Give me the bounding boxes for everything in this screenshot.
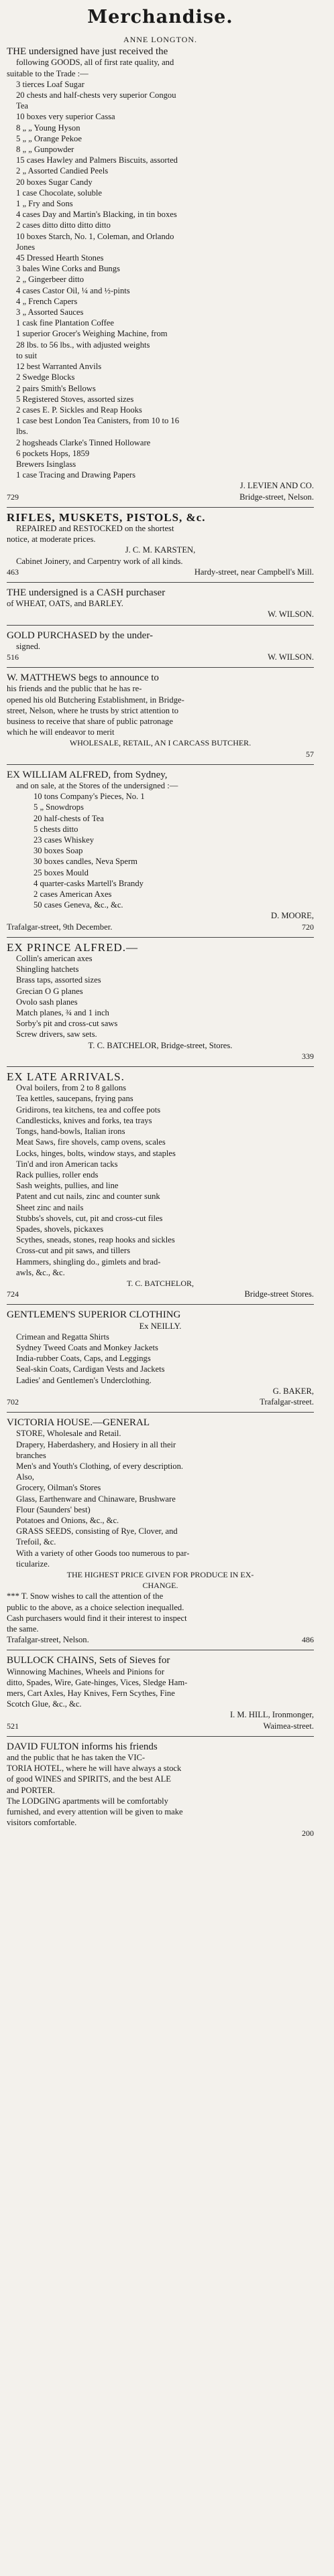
ad-body-line: visitors comfortable.	[7, 1818, 77, 1828]
ad-item: Sorby's pit and cross-cut saws	[16, 1019, 118, 1029]
ad-item: Brass taps, assorted sizes	[16, 975, 101, 985]
ad-item-list	[7, 1082, 314, 1278]
ad-late-arrivals	[7, 1072, 314, 1299]
ad-item: 2 „ Gingerbeer ditto	[16, 275, 85, 285]
ad-item: 1 case Tracing and Drawing Papers	[16, 470, 136, 480]
ad-body-line: mers, Cart Axles, Hay Knives, Fern Scythes, Fine	[7, 1689, 175, 1699]
ad-body-line: Scotch Glue, &c., &c.	[7, 1699, 82, 1709]
ad-body-line: Also,	[16, 1472, 34, 1482]
ad-item: 4 „ French Capers	[16, 296, 78, 306]
ad-item-list	[7, 791, 314, 910]
ad-body-line: Trefoil, &c.	[16, 1537, 56, 1547]
ad-item: Hammers, shingling do., gimlets and brad-	[16, 1257, 161, 1267]
ad-produce: THE HIGHEST PRICE GIVEN FOR PRODUCE IN EX-	[66, 1570, 254, 1580]
ad-body-line: branches	[16, 1450, 46, 1460]
ad-item: Match planes, ¾ and 1 inch	[16, 1008, 109, 1018]
divider	[7, 1304, 314, 1305]
ad-levien	[7, 34, 314, 502]
ad-item: Ovolo sash planes	[16, 997, 78, 1007]
ad-number: 463	[7, 567, 19, 577]
ad-headline: EX PRINCE ALFRED.—	[7, 940, 139, 954]
ad-wilson-grain	[7, 587, 314, 620]
ad-item: 4 cases Castor Oil, ¼ and ½-pints	[16, 285, 130, 295]
ad-body-line: and on sale, at the Stores of the undersigned :—	[16, 781, 178, 790]
ad-item: Screw drivers, saw sets.	[16, 1029, 97, 1040]
ad-item: Tongs, hand-bowls, Italian irons	[16, 1127, 125, 1137]
ad-item: 25 boxes Mould	[34, 867, 89, 877]
ad-matthews	[7, 672, 314, 760]
ad-item: 20 chests and half-chests very superior Congou	[16, 90, 176, 100]
ad-body-line: GOLD PURCHASED by the under-	[7, 630, 154, 641]
ad-item: 3 bales Wine Corks and Bungs	[16, 264, 120, 274]
ad-body-line: STORE, Wholesale and Retail.	[16, 1429, 121, 1439]
ad-item: Locks, hinges, bolts, window stays, and staples	[16, 1148, 176, 1158]
ad-item: 5 „ Snowdrops	[34, 802, 84, 812]
ad-prince-alfred	[7, 942, 314, 1062]
ad-address: Bridge-street Stores.	[244, 1289, 314, 1299]
ad-item: 8 „ „ Gunpowder	[16, 145, 74, 155]
ad-item: 10 boxes Starch, No. 1, Coleman, and Orlando	[16, 231, 174, 241]
ad-item: Stubbs's shovels, cut, pit and cross-cut files	[16, 1213, 163, 1223]
ad-notice-line: the same.	[7, 1624, 39, 1634]
ad-item: 5 „ „ Orange Pekoe	[16, 133, 82, 143]
ad-item-list	[7, 1332, 314, 1386]
ad-body-line: Drapery, Haberdashery, and Hosiery in all their	[16, 1439, 176, 1449]
ad-item: Patent and cut nails, zinc and counter sunk	[16, 1192, 160, 1202]
ad-item: 8 „ „ Young Hyson	[16, 123, 80, 133]
ad-item-list	[7, 79, 314, 481]
ad-item: awls, &c., &c.	[16, 1267, 65, 1277]
ad-place: Trafalgar-street, 9th December.	[7, 922, 113, 932]
ad-item: 30 boxes candles, Neva Sperm	[34, 857, 137, 867]
ad-signature: T. C. BATCHELOR, Bridge-street, Stores.	[88, 1040, 233, 1050]
ad-item: 1 „ Fry and Sons	[16, 199, 73, 209]
ad-item: 4 quarter-casks Martell's Brandy	[34, 878, 144, 888]
ad-item: Collin's american axes	[16, 954, 93, 964]
ad-number: 702	[7, 1397, 19, 1407]
ad-number: 200	[302, 1829, 314, 1839]
ad-number: 486	[302, 1635, 314, 1645]
ad-item: 1 superior Grocer's Weighing Machine, from	[16, 329, 168, 339]
ad-item: 5 chests ditto	[34, 824, 78, 834]
ad-item: 1 case best London Tea Canisters, from 10 to 16	[16, 416, 180, 426]
ad-body-line: street, Nelson, where he trusts by strict attention to	[7, 705, 179, 715]
ad-body-line: TORIA HOTEL, where he will have always a stock	[7, 1764, 182, 1774]
ad-number: 57	[306, 749, 314, 759]
ad-item: Crimean and Regatta Shirts	[16, 1332, 109, 1342]
ad-headline: GENTLEMEN'S SUPERIOR CLOTHING	[7, 1309, 181, 1321]
ad-body	[7, 1666, 314, 1710]
ad-item: 23 cases Whiskey	[34, 835, 95, 845]
ad-body-line: and the public that he has taken the VIC-	[7, 1753, 146, 1763]
ad-item: Scythes, sneads, stones, reap hooks and sickles	[16, 1235, 175, 1245]
ad-headline: EX LATE ARRIVALS.	[7, 1070, 125, 1084]
ad-subheadline: Ex NEILLY.	[139, 1321, 182, 1331]
ad-item: Seal-skin Coats, Cardigan Vests and Jackets	[16, 1364, 165, 1374]
ad-signature: D. MOORE,	[270, 911, 314, 921]
ad-item: 3 tierces Loaf Sugar	[16, 79, 85, 89]
ad-item: India-rubber Coats, Caps, and Leggings	[16, 1354, 151, 1364]
ad-body-line: ditto, Spades, Wire, Gate-hinges, Vices, Sledge Ham-	[7, 1677, 188, 1687]
ad-notice-line: Cash purchasers would find it their interest to inspect	[7, 1613, 187, 1623]
ad-item: 2 cases American Axes	[34, 889, 112, 900]
ad-item: 50 cases Geneva, &c., &c.	[34, 900, 123, 910]
ad-item: Spades, shovels, pickaxes	[16, 1224, 104, 1234]
ad-item: Cross-cut and pit saws, and tillers	[16, 1246, 130, 1256]
ad-item: 20 half-chests of Tea	[34, 813, 104, 823]
ad-body-line: Flour (Saunders' best)	[16, 1504, 91, 1514]
ad-item: to suit	[16, 350, 38, 360]
ad-item: 6 pockets Hops, 1859	[16, 448, 90, 458]
ad-item: 2 hogsheads Clarke's Tinned Holloware	[16, 437, 151, 447]
ad-firm: J. LEVIEN AND CO.	[239, 481, 314, 491]
ad-item: Jones	[16, 242, 35, 252]
ad-number: 516	[7, 652, 19, 662]
ad-line: Cabinet Joinery, and Carpentry work of all kinds.	[16, 556, 183, 566]
ad-item: 20 boxes Sugar Candy	[16, 177, 93, 187]
ad-item: Sydney Tweed Coats and Monkey Jackets	[16, 1342, 158, 1352]
ad-item: Brewers Isinglass	[16, 459, 76, 469]
masthead: Merchandise.	[87, 7, 233, 27]
ad-number: 720	[302, 922, 314, 932]
ad-item: 45 Dressed Hearth Stones	[16, 253, 104, 263]
ad-address: Hardy-street, near Campbell's Mill.	[194, 567, 314, 577]
ad-signature: G. BAKER,	[272, 1386, 314, 1396]
ad-item: 5 Registered Stoves, assorted sizes	[16, 394, 134, 404]
ad-item: Shingling hatchets	[16, 964, 79, 975]
ad-body	[7, 1428, 314, 1569]
ad-item: 30 boxes Soap	[34, 846, 83, 856]
ad-item: Candlesticks, knives and forks, tea trays	[16, 1115, 152, 1125]
ad-item: 2 cases E. P. Sickles and Reap Hooks	[16, 405, 142, 415]
ad-wilson-gold	[7, 630, 314, 663]
ad-baker	[7, 1309, 314, 1407]
ad-signature: T. C. BATCHELOR,	[126, 1278, 194, 1288]
ad-title: ANNE LONGTON.	[123, 35, 198, 44]
ad-item: 15 cases Hawley and Palmers Biscuits, assorted	[16, 155, 178, 165]
ad-item: lbs.	[16, 427, 28, 437]
ad-item: Grecian O G planes	[16, 986, 83, 996]
ad-body-line: Potatoes and Onions, &c., &c.	[16, 1516, 119, 1525]
ad-address: Trafalgar-street.	[260, 1397, 314, 1407]
ad-notice-line: public to the above, as a choice selection inequalled.	[7, 1602, 184, 1612]
ad-body-line: GRASS SEEDS, consisting of Rye, Clover, and	[16, 1526, 178, 1536]
ad-body-line: which he will endeavor to merit	[7, 727, 115, 737]
ad-victoria-house	[7, 1417, 314, 1645]
ad-body-line: The LODGING apartments will be comfortably	[7, 1796, 168, 1806]
ad-item: Tea	[16, 101, 28, 111]
ad-item: 2 Swedge Blocks	[16, 372, 75, 382]
divider	[7, 937, 314, 938]
ad-item: 2 cases ditto ditto ditto ditto	[16, 220, 111, 230]
ad-body-line: BULLOCK CHAINS, Sets of Sieves for	[7, 1655, 170, 1666]
ad-body-line: ticularize.	[16, 1559, 50, 1569]
divider	[7, 1066, 314, 1067]
ad-item: 1 case Chocolate, soluble	[16, 188, 102, 198]
ad-item: 3 „ Assorted Sauces	[16, 307, 84, 317]
ad-body-line: W. MATTHEWS begs to announce to	[7, 672, 159, 684]
ad-karsten	[7, 512, 314, 577]
ad-body-line: of good WINES and SPIRITS, and the best ALE	[7, 1774, 171, 1784]
ad-body-line: notice, at moderate prices.	[7, 534, 96, 545]
ad-body-line: Winnowing Machines, Wheels and Pinions for	[7, 1666, 165, 1676]
ad-address: Waimea-street.	[263, 1721, 314, 1731]
ad-body	[7, 1752, 314, 1828]
ad-signature: I. M. HILL, Ironmonger,	[229, 1710, 314, 1720]
ad-signature: W. WILSON.	[268, 610, 314, 620]
ad-item: Sheet zinc and nails	[16, 1202, 84, 1212]
ad-item: Ladies' and Gentlemen's Underclothing.	[16, 1375, 152, 1385]
divider	[7, 507, 314, 508]
ad-body-line: business to receive that share of public patronage	[7, 716, 173, 726]
ad-item: Rack pullies, roller ends	[16, 1169, 99, 1179]
ad-body-line: opened his old Butchering Establishment, in Bridge-	[7, 695, 184, 705]
ad-item: 2 „ Assorted Candied Peels	[16, 166, 109, 176]
ad-firm: J. C. M. KARSTEN,	[125, 545, 196, 555]
ad-body-line: Glass, Earthenware and Chinaware, Brushware	[16, 1494, 176, 1504]
ad-body	[7, 683, 314, 737]
ad-item: 2 pairs Smith's Bellows	[16, 383, 96, 393]
ad-body-line: REPAIRED and RESTOCKED on the shortest	[16, 523, 174, 533]
ad-body-line: and PORTER.	[7, 1785, 56, 1795]
ad-item: 28 lbs. to 56 lbs., with adjusted weights	[16, 340, 150, 350]
divider	[7, 667, 314, 668]
ad-number: 521	[7, 1721, 19, 1731]
ad-item: 10 tons Company's Pieces, No. 1	[34, 792, 145, 802]
ad-notice	[7, 1591, 314, 1634]
ad-intro-line: following GOODS, all of first rate quality, and	[16, 58, 174, 68]
ad-body-line: signed.	[16, 641, 41, 651]
ad-number: 724	[7, 1289, 19, 1299]
ad-headline: RIFLES, MUSKETS, PISTOLS, &c.	[7, 510, 206, 524]
ad-item: Tin'd and iron American tacks	[16, 1159, 118, 1169]
ad-body-line: DAVID FULTON informs his friends	[7, 1741, 158, 1752]
ad-intro-line: THE undersigned have just received the	[7, 46, 168, 58]
ad-signature: W. WILSON.	[268, 652, 314, 662]
divider	[7, 582, 314, 583]
ad-body-line: furnished, and every attention will be given to make	[7, 1807, 183, 1817]
divider	[7, 1412, 314, 1413]
ad-body-line: THE undersigned is a CASH purchaser	[7, 587, 166, 598]
ad-number: 339	[302, 1051, 314, 1061]
ad-body-line: Men's and Youth's Clothing, of every description.	[16, 1461, 184, 1471]
ad-place: Trafalgar-street, Nelson.	[7, 1635, 89, 1645]
ad-item: Oval boilers, from 2 to 8 gallons	[16, 1083, 127, 1093]
ad-number: 729	[7, 492, 19, 502]
ad-produce-2: CHANGE.	[142, 1581, 178, 1591]
ad-body-line: his friends and the public that he has re-	[7, 684, 142, 694]
ad-item: 10 boxes very superior Cassa	[16, 112, 115, 122]
ad-body-line: of WHEAT, OATS, and BARLEY.	[7, 599, 123, 609]
ad-closing: WHOLESALE, RETAIL, AN I CARCASS BUTCHER.	[69, 738, 252, 748]
ad-body-line: With a variety of other Goods too numerous to par-	[16, 1548, 190, 1558]
ad-headline: VICTORIA HOUSE.—GENERAL	[7, 1417, 150, 1429]
ad-item: 4 cases Day and Martin's Blacking, in tin boxes	[16, 210, 177, 220]
ad-item: 1 cask fine Plantation Coffee	[16, 318, 114, 328]
ad-notice-line: *** T. Snow wishes to call the attention of the	[7, 1591, 164, 1601]
divider	[7, 1736, 314, 1737]
ad-intro-line: suitable to the Trade :—	[7, 68, 89, 78]
ad-hill	[7, 1655, 314, 1731]
ad-item: Tea kettles, saucepans, frying pans	[16, 1094, 133, 1104]
ad-item: Meat Saws, fire shovels, camp ovens, scales	[16, 1137, 166, 1147]
ad-item-list	[7, 953, 314, 1040]
ad-item: Gridirons, tea kitchens, tea and coffee pots	[16, 1104, 161, 1115]
ad-body-line: EX WILLIAM ALFRED, from Sydney,	[7, 769, 168, 780]
ad-moore	[7, 770, 314, 932]
divider	[7, 625, 314, 626]
ad-fulton	[7, 1741, 314, 1839]
ad-address: Bridge-street, Nelson.	[239, 492, 314, 502]
ad-item: 12 best Warranted Anvils	[16, 362, 102, 372]
ad-body-line: Grocery, Oilman's Stores	[16, 1483, 101, 1493]
divider	[7, 764, 314, 765]
ad-item: Sash weights, pullies, and line	[16, 1181, 119, 1191]
